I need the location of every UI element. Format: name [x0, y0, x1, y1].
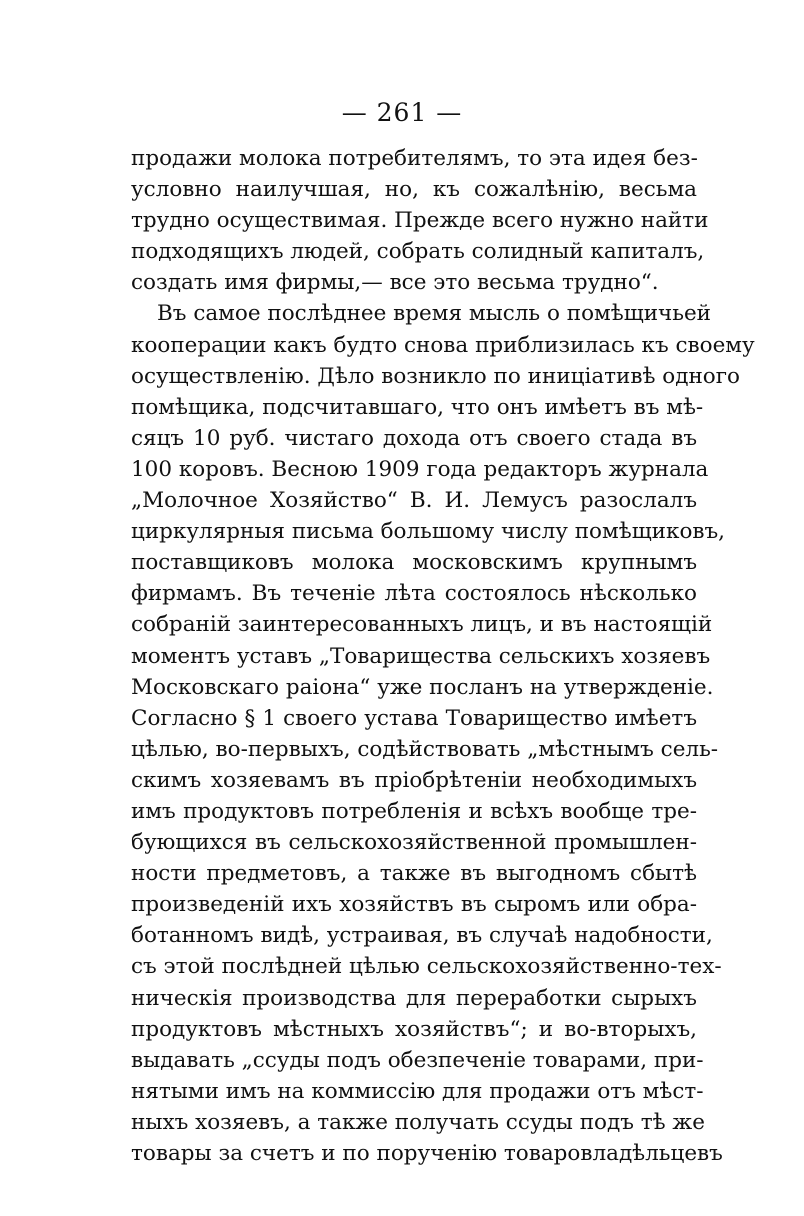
- text-line: Согласно § 1 своего устава Товарищество имѣетъ: [131, 705, 697, 731]
- text-line: Московскаго раіона“ уже посланъ на утвержденіе.: [131, 674, 714, 700]
- body-text: [131, 143, 755, 1169]
- text-line: цѣлью, во-первыхъ, содѣйствовать „мѣстнымъ сель-: [131, 736, 719, 762]
- text-line: фирмамъ. Въ теченіе лѣта состоялось нѣсколько: [131, 581, 697, 607]
- text-line: поставщиковъ молока московскимъ крупнымъ: [131, 550, 697, 576]
- text-line: создать имя фирмы,— все это весьма трудно“.: [131, 270, 659, 296]
- text-line: циркулярныя письма большому числу помѣщиковъ,: [131, 519, 726, 545]
- text-line: продуктовъ мѣстныхъ хозяйствъ“; и во-вторыхъ,: [131, 1016, 697, 1042]
- text-line: ности предметовъ, а также въ выгодномъ сбытѣ: [131, 861, 697, 887]
- text-line: бующихся въ сельскохозяйственной промышлен-: [131, 830, 697, 856]
- text-line: скимъ хозяевамъ въ пріобрѣтеніи необходимыхъ: [131, 767, 697, 793]
- text-line: выдавать „ссуды подъ обезпеченіе товарами, при-: [131, 1047, 704, 1073]
- text-line: съ этой послѣдней цѣлью сельскохозяйственно-тех-: [131, 954, 722, 980]
- text-line: подходящихъ людей, собрать солидный капиталъ,: [131, 239, 705, 265]
- text-line: трудно осуществимая. Прежде всего нужно найти: [131, 208, 709, 234]
- text-line: нятыми имъ на коммиссію для продажи отъ мѣст-: [131, 1078, 704, 1104]
- text-line: ническія производства для переработки сырыхъ: [131, 985, 697, 1011]
- text-line: имъ продуктовъ потребленія и всѣхъ вообще тре-: [131, 798, 697, 824]
- text-line: ныхъ хозяевъ, а также получать ссуды подъ тѣ же: [131, 1109, 705, 1135]
- text-line: собраній заинтересованныхъ лицъ, и въ настоящій: [131, 612, 713, 638]
- text-line: продажи молока потребителямъ, то эта идея без-: [131, 146, 698, 171]
- text-line: осуществленію. Дѣло возникло по иниціативѣ одного: [131, 363, 740, 389]
- page-number: — 261 —: [341, 98, 463, 127]
- text-line: „Молочное Хозяйство“ В. И. Лемусъ разослалъ: [131, 488, 697, 514]
- text-line: ботанномъ видѣ, устраивая, въ случаѣ надобности,: [131, 923, 713, 949]
- text-line: товары за счетъ и по порученію товаровладѣльцевъ: [131, 1141, 723, 1166]
- text-line: кооперации какъ будто снова приблизилась къ своему: [131, 332, 755, 358]
- text-line: 100 коровъ. Весною 1909 года редакторъ журнала: [131, 456, 709, 482]
- text-line: сяцъ 10 руб. чистаго дохода отъ своего стада въ: [131, 425, 697, 451]
- text-line: помѣщика, подсчитавшаго, что онъ имѣетъ въ мѣ-: [131, 394, 704, 420]
- text-line: условно наилучшая, но, къ сожалѣнію, весьма: [131, 177, 697, 203]
- text-line: моментъ уставъ „Товарищества сельскихъ хозяевъ: [131, 643, 711, 669]
- paragraph-first-line: Въ самое послѣднее время мысль о помѣщичьей: [157, 301, 712, 327]
- text-line: произведеній ихъ хозяйствъ въ сыромъ или обра-: [131, 892, 697, 918]
